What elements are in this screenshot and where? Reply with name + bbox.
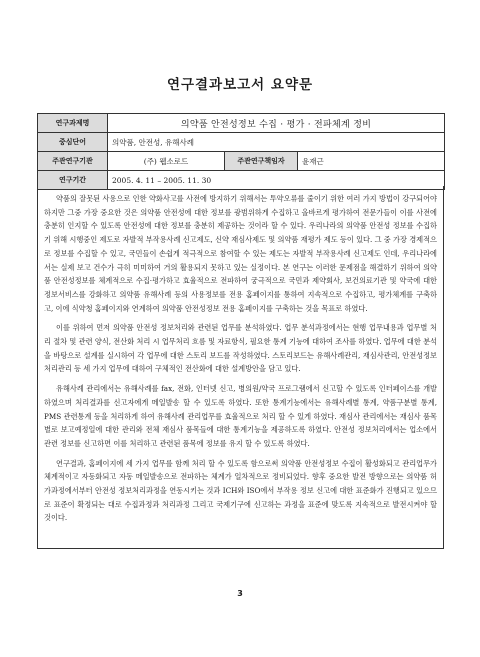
- page-number: 3: [237, 589, 243, 598]
- summary-body: [37, 186, 444, 549]
- period-label: 연구기간: [38, 171, 108, 190]
- summary-paragraph: 연구결과, 홈페이지에 세 가지 업무를 함께 처리 할 수 있도록 함으로써 의약품 안전성정보 수집이 활성화되고 관리업무가 체계적이고 자동화되고 자동 메일발송으로 전파하는 체계가 일차적으로 정비되었다. 향후 중요한 발전 방향으로는 의약품 허가과정에서부터 안전성 정보처리과정을 연동시키는 것과 ICH와 ISO에서 부작용 정보 신고에 대한 표준화가 진행되고 있으므로 표준이 확정되는 대로 수집과정과 처리과정 그리고 국제기구에 신고하는 과정을 표준에 맞도록 지속적으로 발전시켜야 할 것이다.: [44, 458, 437, 523]
- period-value: 2005. 4. 11 – 2005. 11. 30: [108, 171, 445, 190]
- keywords-label: 중심단어: [38, 133, 108, 152]
- institution-row: [38, 152, 445, 171]
- summary-info-table: [37, 113, 445, 190]
- document-title: 연구결과보고서 요약문: [166, 77, 314, 93]
- researcher-label: 주관연구책임자: [225, 152, 298, 171]
- project-name-label: 연구과제명: [38, 114, 108, 133]
- project-name-row: [38, 114, 445, 133]
- summary-paragraph: 유해사례 관리에서는 유해사례를 fax, 전화, 인터넷 신고, 병의원/약국 프로그램에서 신고할 수 있도록 인터페이스를 개발 하였으며 처리결과를 신고자에게 메일발송 할 수 있도록 하였다. 또한 통계기능에서는 유해사례별 통계, 약품구분별 통계, PMS 관련통계 등을 처리하게 하여 유해사례 관리업무를 효율적으로 처리 할 수 있게 하였다. 재심사 관리에서는 재심사 품목별로 보고예정일에 대한 관리와 전체 재심사 품목들에 대한 통계기능을 제공하도록 하였다. 안전성 정보처리에서는 업소에서 관련 정보를 신고하면 이를 처리하고 관련된 품목에 정보를 유지 할 수 있도록 하였다.: [44, 384, 437, 448]
- project-name-value: 의약품 안전성정보 수집 · 평가 · 전파체계 정비: [108, 114, 445, 133]
- keywords-value: 의약품, 안전성, 유해사례: [108, 133, 445, 152]
- summary-paragraph: 이를 위하여 먼저 의약품 안전성 정보처리와 관련된 업무를 분석하였다. 업무 분석과정에서는 현행 업무내용과 업무별 처리 절차 및 관련 양식, 전산화 처리 시 업무처리 흐름 및 자료항식, 필요한 통계 기능에 대하여 조사를 하였다. 업무에 대한 분석을 바탕으로 설계를 실시하여 각 업무에 대한 스토리 보드를 작성하였다. 스토리보드는 유해사례관리, 재심사관리, 안전성정보처리관리 등 세 가지 업무에 대하여 구체적인 전산화에 대한 설계방안을 담고 있다.: [44, 323, 437, 374]
- researcher-value: 윤재근: [298, 152, 445, 171]
- keywords-row: [38, 133, 445, 152]
- institution-label: 주관연구기관: [38, 152, 108, 171]
- institution-value: (주) 웹소로드: [108, 152, 225, 171]
- summary-paragraph: 약품의 잘못된 사용으로 인한 약화사고를 사전에 방지하기 위해서는 투약오류를 줄이기 위한 여러 가지 방법이 강구되어야 하지만 그중 가장 중요한 것은 의약품 안전성에 대한 정보를 광범위하게 수집하고 올바르게 평가하여 전문가들이 이를 사전에 충분히 인지할 수 있도록 안전성에 대한 정보를 충분히 제공하는 것이라 할 수 있다. 우리나라의 의약품 안전성 정보를 수집하기 위해 시행중인 제도로 자발적 부작용사례 신고제도, 신약 재심사제도 및 의약품 재평가 제도 등이 있다. 그 중 가장 경제적으로 정보를 수집할 수 있고, 국민들이 손쉽게 적극적으로 참여할 수 있는 제도는 자발적 부작용사례 신고제도 인데, 우리나라에서는 실제 보고 건수가 극히 미미하여 거의 활용되지 못하고 있는 실정이다. 본 연구는 이러한 문제점을 해결하기 위하여 의약품 안전성정보를 체계적으로 수집·평가하고 효율적으로 전파하여 궁극적으로 국민과 제약회사, 보건의료기관 및 약국에 대한 정보서비스를 강화하고 의약품 유해사례 등의 사용정보를 전용 홈페이지를 통하여 지속적으로 수집하고, 평가체계를 구축하고, 이에 식약청 홈페이지와 연계하여 의약품 안전성정보 전용 홈페이지를 구축하는 것을 목표로 하였다.: [44, 194, 437, 313]
